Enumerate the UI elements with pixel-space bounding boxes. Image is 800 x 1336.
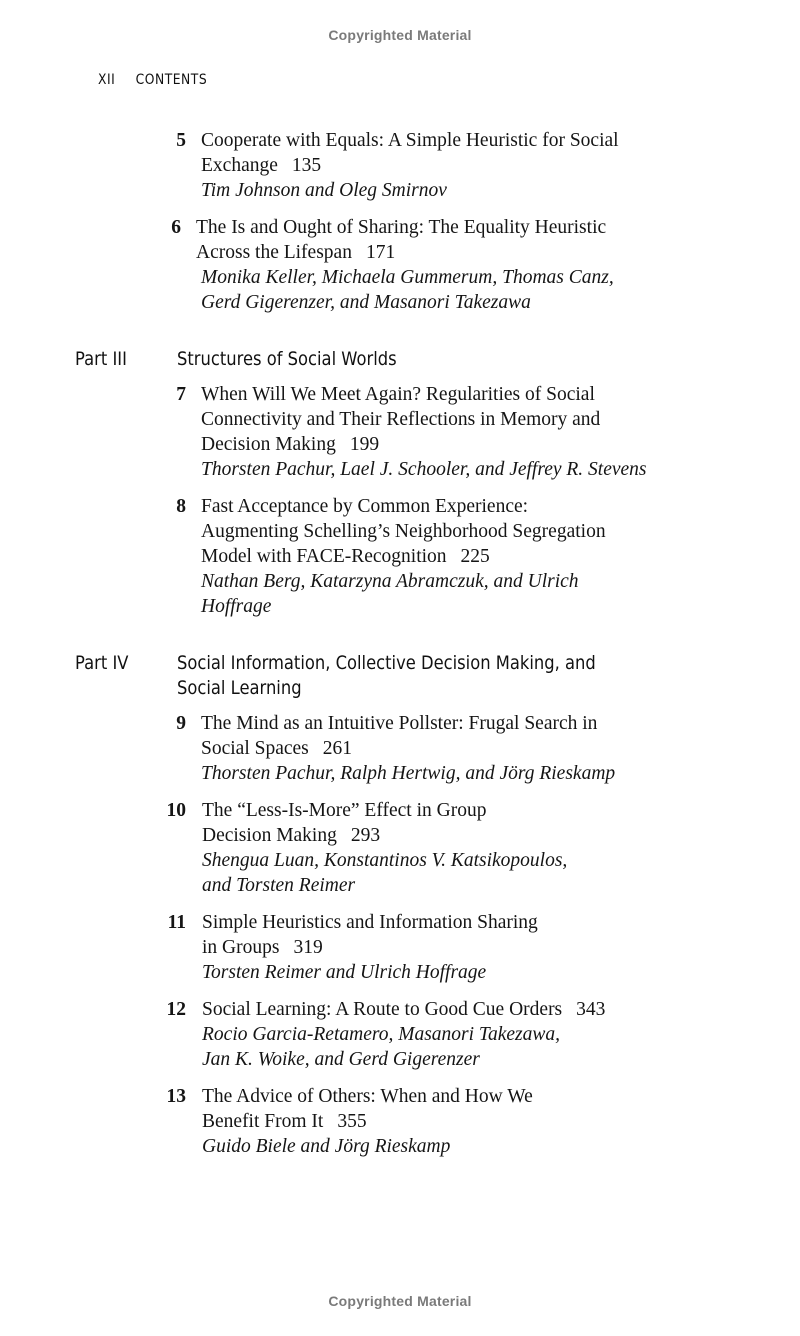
chapter-title-text: Across the Lifespan: [196, 242, 352, 263]
chapter-authors: Tim Johnson and Oleg Smirnov: [201, 180, 447, 201]
chapter-title-text: Social Learning: A Route to Good Cue Orders: [202, 999, 563, 1020]
chapter-title-text: Benefit From It: [202, 1111, 324, 1132]
chapter-title-text: Exchange: [201, 155, 278, 176]
chapter-number: 12: [166, 999, 186, 1020]
chapter-title-line: [202, 935, 782, 960]
chapter-number: 13: [166, 1086, 186, 1107]
chapter-authors: Gerd Gigerenzer, and Masanori Takezawa: [201, 292, 531, 313]
chapter-title-line: [196, 240, 776, 265]
toc-part-heading[interactable]: [0, 651, 800, 701]
chapter-number: 9: [176, 713, 186, 734]
chapter-title-line: The Advice of Others: When and How We: [202, 1086, 533, 1107]
toc-chapter-entry[interactable]: [0, 215, 800, 315]
chapter-title-line: Fast Acceptance by Common Experience:: [201, 496, 529, 517]
toc-chapter-entry[interactable]: [0, 1084, 800, 1159]
chapter-body: [202, 798, 782, 898]
chapter-page-number: 261: [322, 738, 353, 759]
part-title: [177, 651, 641, 701]
chapter-title-line: Connectivity and Their Reflections in Memory and: [201, 409, 601, 430]
part-label: Part IV: [75, 652, 129, 674]
toc-chapter-entry[interactable]: [0, 494, 800, 619]
copyright-watermark-bottom: Copyrighted Material: [328, 1293, 472, 1309]
chapter-page-number: 293: [350, 825, 381, 846]
chapter-title-line: [201, 736, 781, 761]
chapter-authors: Hoffrage: [201, 596, 272, 617]
copyright-watermark-top: Copyrighted Material: [328, 27, 472, 43]
part-title-line: Social Learning: [177, 677, 302, 699]
chapter-authors: Guido Biele and Jörg Rieskamp: [202, 1136, 451, 1157]
part-title-line: Social Information, Collective Decision Making, and: [177, 652, 596, 674]
chapter-page-number: 135: [291, 155, 322, 176]
chapter-title-line: The Mind as an Intuitive Pollster: Frugal Search in: [201, 713, 598, 734]
chapter-body: [201, 494, 781, 619]
chapter-number: 8: [176, 496, 186, 517]
part-label: Part III: [75, 348, 127, 370]
table-of-contents: [0, 128, 800, 1171]
chapter-title-text: Decision Making: [202, 825, 337, 846]
chapter-body: [196, 215, 776, 315]
part-title-line: Structures of Social Worlds: [177, 348, 397, 370]
chapter-page-number: 355: [337, 1111, 367, 1132]
chapter-title-line: [202, 823, 782, 848]
chapter-body: [201, 711, 781, 786]
running-head-title: CONTENTS: [135, 72, 208, 88]
chapter-title-line: Simple Heuristics and Information Sharing: [202, 912, 538, 933]
chapter-title-text: Social Spaces: [201, 738, 309, 759]
chapter-number: 6: [171, 217, 181, 238]
chapter-number: 11: [167, 912, 186, 933]
chapter-title-line: [201, 432, 781, 457]
chapter-title-line: [201, 153, 781, 178]
chapter-body: [201, 382, 781, 482]
chapter-page-number: 171: [365, 242, 396, 263]
chapter-title-line: [201, 544, 781, 569]
chapter-number: 5: [176, 130, 186, 151]
chapter-title-line: The Is and Ought of Sharing: The Equality Heuristic: [196, 217, 607, 238]
chapter-authors: Torsten Reimer and Ulrich Hoffrage: [202, 962, 487, 983]
chapter-page-number: 319: [293, 937, 323, 958]
chapter-page-number: 225: [460, 546, 490, 567]
toc-chapter-entry[interactable]: [0, 128, 800, 203]
page-folio: XII: [98, 72, 116, 88]
toc-part-heading[interactable]: [0, 347, 800, 372]
toc-chapter-entry[interactable]: [0, 711, 800, 786]
chapter-number: 7: [176, 384, 186, 405]
chapter-authors: Thorsten Pachur, Lael J. Schooler, and Jeffrey R. Stevens: [201, 459, 647, 480]
chapter-title-line: Cooperate with Equals: A Simple Heuristic for Social: [201, 130, 619, 151]
chapter-body: [202, 1084, 782, 1159]
chapter-title-text: Decision Making: [201, 434, 336, 455]
part-title: [177, 347, 641, 372]
chapter-body: [201, 128, 781, 203]
chapter-title-line: [202, 1109, 782, 1134]
chapter-title-line: Augmenting Schelling’s Neighborhood Segregation: [201, 521, 606, 542]
toc-chapter-entry[interactable]: [0, 798, 800, 898]
chapter-authors: and Torsten Reimer: [202, 875, 356, 896]
chapter-authors: Jan K. Woike, and Gerd Gigerenzer: [202, 1049, 480, 1070]
chapter-authors: Shengua Luan, Konstantinos V. Katsikopoulos,: [202, 850, 568, 871]
running-head: [98, 72, 207, 88]
chapter-body: [202, 910, 782, 985]
chapter-title-text: in Groups: [202, 937, 280, 958]
toc-chapter-entry[interactable]: [0, 997, 800, 1072]
chapter-page-number: 199: [349, 434, 380, 455]
chapter-number: 10: [166, 800, 186, 821]
toc-chapter-entry[interactable]: [0, 382, 800, 482]
chapter-title-line: When Will We Meet Again? Regularities of Social: [201, 384, 595, 405]
chapter-authors: Monika Keller, Michaela Gummerum, Thomas Canz,: [201, 267, 614, 288]
chapter-authors: Thorsten Pachur, Ralph Hertwig, and Jörg Rieskamp: [201, 763, 616, 784]
chapter-authors: Nathan Berg, Katarzyna Abramczuk, and Ulrich: [201, 571, 579, 592]
chapter-title-text: Model with FACE-Recognition: [201, 546, 447, 567]
toc-chapter-entry[interactable]: [0, 910, 800, 985]
chapter-page-number: 343: [576, 999, 606, 1020]
chapter-title-line: [202, 997, 782, 1022]
chapter-title-line: The “Less-Is-More” Effect in Group: [202, 800, 487, 821]
chapter-authors: Rocio Garcia-Retamero, Masanori Takezawa,: [202, 1024, 561, 1045]
chapter-body: [202, 997, 782, 1072]
